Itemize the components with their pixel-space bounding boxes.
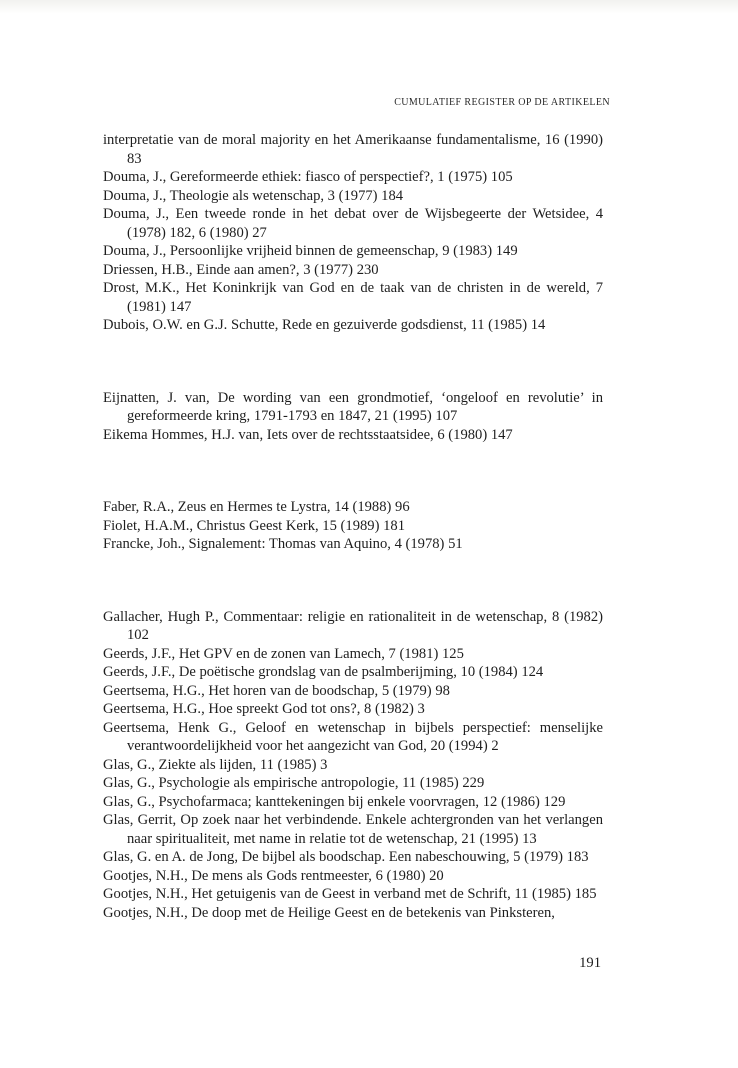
register-entry: Geertsema, H.G., Het horen van de boodschap, 5 (1979) 98 <box>103 682 450 699</box>
section-f <box>103 498 603 554</box>
register-entry: Francke, Joh., Signalement: Thomas van Aquino, 4 (1978) 51 <box>103 536 463 552</box>
register-entry: Douma, J., Gereformeerde ethiek: fiasco of perspectief?, 1 (1975) 105 <box>103 169 513 185</box>
section-d <box>103 131 603 335</box>
register-entry: Fiolet, H.A.M., Christus Geest Kerk, 15 (1989) 181 <box>103 517 405 534</box>
register-entry: interpretatie van de moral majority en het Amerikaanse fundamentalisme, 16 (1990) 83 <box>103 132 603 167</box>
register-entry: Glas, G., Psychologie als empirische antropologie, 11 (1985) 229 <box>103 775 485 791</box>
register-entry: Eikema Hommes, H.J. van, Iets over de rechtsstaatsidee, 6 (1980) 147 <box>103 426 513 443</box>
register-entry: Glas, Gerrit, Op zoek naar het verbindende. Enkele achtergronden van het verlangen naar spiritualiteit, met name in relatie tot de wetenschap, 21 (1995) 13 <box>103 812 603 847</box>
register-entry: Douma, J., Persoonlijke vrijheid binnen de gemeenschap, 9 (1983) 149 <box>103 243 518 259</box>
register-entry: Gootjes, N.H., De mens als Gods rentmeester, 6 (1980) 20 <box>103 867 444 884</box>
register-entry: Faber, R.A., Zeus en Hermes te Lystra, 14 (1988) 96 <box>103 499 410 515</box>
register-entry: Geertsema, Henk G., Geloof en wetenschap in bijbels perspectief: menselijke verantwoordelijkheid voor het aangezicht van God, 20 (1994) 2 <box>103 719 603 754</box>
register-entry: Geertsema, H.G., Hoe spreekt God tot ons?, 8 (1982) 3 <box>103 701 425 717</box>
register-entry: Gootjes, N.H., De doop met de Heilige Geest en de betekenis van Pinksteren, <box>103 904 555 921</box>
register-entry: Drost, M.K., Het Koninkrijk van God en de taak van de christen in de wereld, 7 (1981) 147 <box>103 280 603 315</box>
register-entry: Geerds, J.F., Het GPV en de zonen van Lamech, 7 (1981) 125 <box>103 645 464 662</box>
register-entries <box>103 131 603 922</box>
register-entry: Eijnatten, J. van, De wording van een grondmotief, ‘ongeloof en revolutie’ in gereformeerde kring, 1791-1793 en 1847, 21 (1995) 107 <box>103 389 603 424</box>
register-entry: Glas, G., Psychofarmaca; kanttekeningen bij enkele voorvragen, 12 (1986) 129 <box>103 793 566 810</box>
section-gap <box>103 444 603 498</box>
section-gap <box>103 335 603 389</box>
section-gap <box>103 554 603 608</box>
register-entry: Douma, J., Theologie als wetenschap, 3 (1977) 184 <box>103 187 404 204</box>
register-entry: Douma, J., Een tweede ronde in het debat over de Wijsbegeerte der Wetsidee, 4 (1978) 182, 6 (1980) 27 <box>103 206 603 241</box>
register-entry: Glas, G., Ziekte als lijden, 11 (1985) 3 <box>103 756 328 773</box>
register-entry: Gootjes, N.H., Het getuigenis van de Geest in verband met de Schrift, 11 (1985) 185 <box>103 886 597 902</box>
register-entry: Glas, G. en A. de Jong, De bijbel als boodschap. Een nabeschouwing, 5 (1979) 183 <box>103 849 589 865</box>
register-entry: Dubois, O.W. en G.J. Schutte, Rede en gezuiverde godsdienst, 11 (1985) 14 <box>103 317 546 333</box>
page-number: 191 <box>579 955 601 971</box>
running-head: CUMULATIEF REGISTER OP DE ARTIKELEN <box>394 97 610 108</box>
register-entry: Gallacher, Hugh P., Commentaar: religie en rationaliteit in de wetenschap, 8 (1982) 102 <box>103 608 603 643</box>
section-e <box>103 389 603 445</box>
register-entry: Driessen, H.B., Einde aan amen?, 3 (1977) 230 <box>103 261 379 278</box>
section-g <box>103 608 603 923</box>
scan-edge <box>0 0 738 14</box>
register-entry: Geerds, J.F., De poëtische grondslag van de psalmberijming, 10 (1984) 124 <box>103 664 544 680</box>
